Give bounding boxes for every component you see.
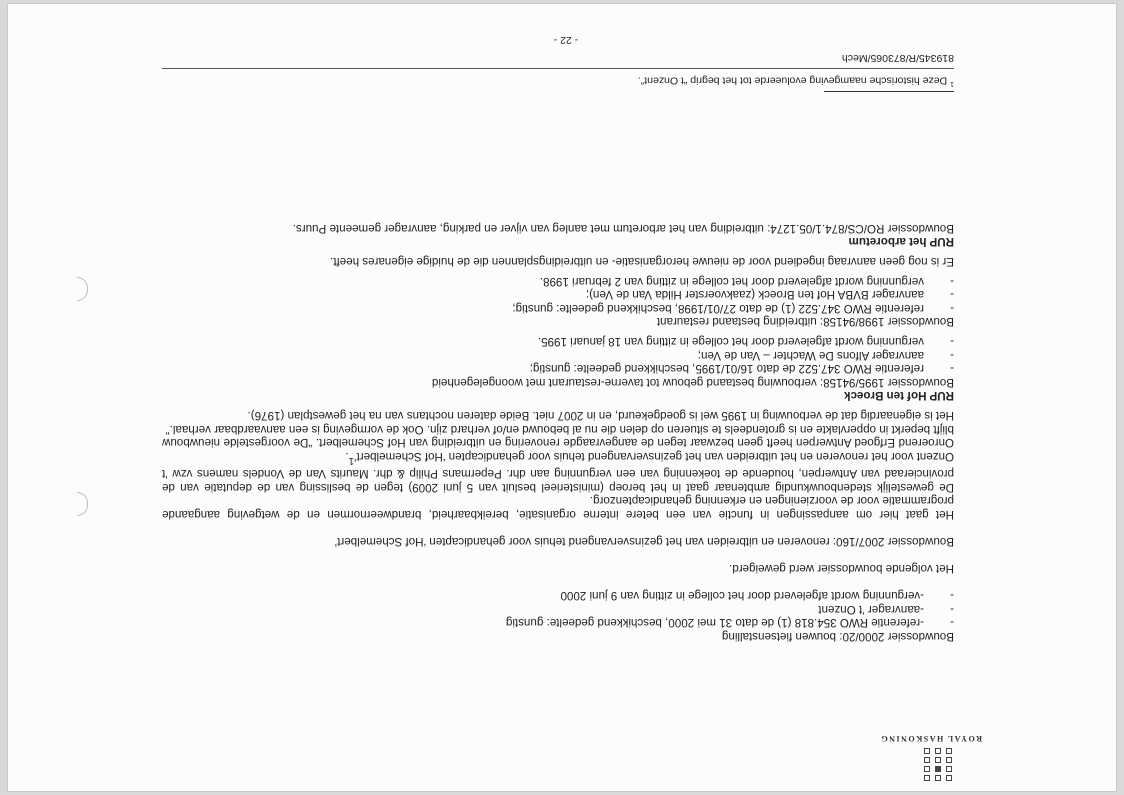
paragraph-geen-aanvraag: Er is nog geen aanvraag ingediend voor de nieuwe herorganisatie- en uitbreidingsplannen die de huidige eigenares heeft. [330,254,954,268]
list-item: - referentie RWO 347.522 (1) de dato 27/01/1998, beschikkend gedeelte: gunstig; [512,301,954,315]
footer-divider [162,68,954,69]
company-logo [876,711,1006,781]
footnote-marker: 1 [348,454,354,466]
list-item: - aanvrager Alfons De Wachter – Van de Ven; [697,348,954,362]
paragraph-bd2007: Bouwdossier 2007/160: renoveren en uitbreiden van het gezinsvervangend tehuis voor gehandicapten ‘Hof Schemelbert’ [334,535,954,549]
list-item: - referentie RWO 347.522 de dato 16/01/1995, beschikkend gedeelte: gunstig; [529,362,954,376]
list-item: - vergunning wordt afgeleverd door het college in zitting van 18 januari 1995. [537,334,954,348]
punch-hole-mark [77,492,88,516]
list-item: - -vergunning wordt afgeleverd door het college in zitting van 9 juni 2000 [560,589,954,603]
haskoning-grid-icon [912,747,952,781]
bd2000-title: Bouwdossier 2000/20: bouwen fietsenstalling [721,630,954,643]
punch-hole-mark [77,277,88,301]
logo-text: ROYAL HASKONING [880,734,982,743]
paragraph-eigenaardig: Het is eigenaardig dat de verbouwing in 1995 wel is goedgekeurd, en in 2007 niet. Beide dateren nochtans van na het gewestplan (1976). [247,408,954,422]
document-sheet [8,4,1116,791]
paragraph-bd1995: Bouwdossier 1995/94158: verbouwing bestaand gebouw tot taverne-restaurant met woongelegenheid [431,375,954,389]
list-item: - -referentie RWO 354.818 (1) de dato 31 mei 2000, beschikkend gedeelte: gunstig [505,616,954,630]
paragraph-geweigerd: Het volgende bouwdossier werd geweigerd. [729,562,954,576]
list-item: - aanvrager BVBA Hof ten Broeck (zaakvoerster Hilda Van de Ven); [585,288,954,302]
heading-rup-arboretum: RUP het arboretum [848,235,954,249]
footnote: $^1$ Deze historische naamgeving evolueerde tot het begrip “t Onzent”. [637,74,954,87]
document-reference: 819345/R/873065/Mech [841,52,954,64]
heading-rup-hof-ten-broeck: RUP Hof ten Broeck [844,389,954,403]
list-item: - vergunning wordt afgeleverd door het college in zitting van 2 februari 1998. [539,274,954,288]
paragraph-bd-arboretum: Bouwdossier RO/CS/874.1/05.1274: uitbreiding van het arboretum met aanleg van vijver en parking, aanvrager gemeente Puurs. [292,221,954,235]
list-item: - -aanvrager ’t Onzent [818,602,954,616]
document-body [162,221,954,643]
paragraph-bd1998: Bouwdossier 1998/94158: uitbreiding bestaand restaurant [656,315,954,329]
paragraph-beroep: De gewestelijk stedenbouwkundig ambtenaar gaat in het beroep (ministerieel besluit van 5 juni 2009) tegen de beslissing van de deputatie van de provincieraad van Antwerpen, houdende de toekenning van een vergunning aan dhr. Pepermans Philip & dhr. Maurits Van de Vondels namens vzw ’t Onzent voor het renoveren en het uitbreiden van het gezinsvervangend tehuis voor gehandicapten ‘Hof Schemelbert’$^1$. [162,449,954,494]
paragraph-erfgoed: Onroerend Erfgoed Antwerpen heeft geen bezwaar tegen de aangevraagde renovering en uitbreiding van Hof Schemelbert. “De voorgestelde nieuwbouw blijft beperkt in oppervlakte en is grotendeels te situeren op delen die nu al bebouwd en/of verhard zijn. Ook de vormgeving is een aanvaardbaar verhaal.” [162,422,954,450]
paragraph-aanpassingen: Het gaat hier om aanpassingen in functie van een betere interne organisatie, bereikbaarheid, brandweernormen en de wetgeving aangaande programmatie voor de voorzieningen en erkenning gehandicaptenzorg. [162,494,954,521]
footnote-divider [824,91,954,92]
page-number: - 22 - [553,34,579,46]
